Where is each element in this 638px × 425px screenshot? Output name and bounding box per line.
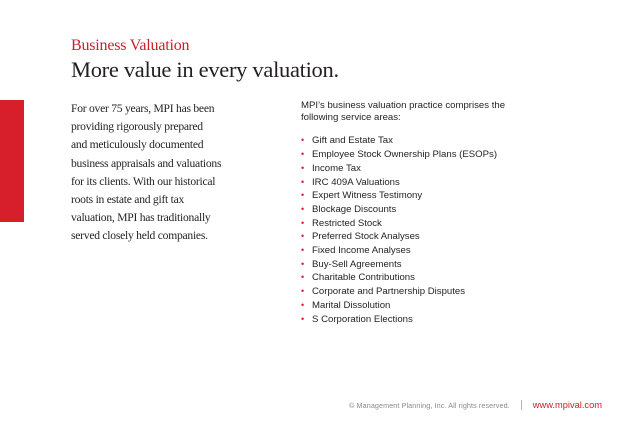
service-item <box>301 203 601 217</box>
intro-line: for its clients. With our historical <box>71 174 216 188</box>
bullet-icon: • <box>301 272 305 283</box>
service-item <box>301 244 601 258</box>
service-label: Buy-Sell Agreements <box>312 258 402 270</box>
service-label: Expert Witness Testimony <box>312 190 423 202</box>
service-label: Gift and Estate Tax <box>312 135 393 147</box>
service-item <box>301 148 601 162</box>
service-label: IRC 409A Valuations <box>312 176 400 188</box>
website-link[interactable]: www.mpival.com <box>532 400 602 410</box>
service-item <box>301 189 601 203</box>
service-label: Fixed Income Analyses <box>312 245 411 257</box>
service-label: Restricted Stock <box>312 217 382 229</box>
section-eyebrow: Business Valuation <box>71 37 190 54</box>
service-label: Income Tax <box>312 162 361 174</box>
bullet-icon: • <box>301 231 305 242</box>
service-item <box>301 217 601 231</box>
bullet-icon: • <box>301 245 305 256</box>
bullet-icon: • <box>301 258 305 269</box>
service-label: S Corporation Elections <box>312 313 413 325</box>
service-label: Charitable Contributions <box>312 272 415 284</box>
service-label: Employee Stock Ownership Plans (ESOPs) <box>312 149 498 161</box>
bullet-icon: • <box>301 286 305 297</box>
page-header <box>71 36 339 83</box>
service-item <box>301 134 601 148</box>
services-lead-line: following service areas: <box>301 112 401 124</box>
services-lead <box>301 100 601 124</box>
bullet-icon: • <box>301 149 305 160</box>
page-title: More value in every valuation. <box>71 57 339 82</box>
service-item <box>301 271 601 285</box>
service-item <box>301 230 601 244</box>
service-item <box>301 258 601 272</box>
bullet-icon: • <box>301 313 305 324</box>
service-item <box>301 299 601 313</box>
bullet-icon: • <box>301 162 305 173</box>
copyright-notice: © Management Planning, Inc. All rights reserved. <box>349 400 510 410</box>
bullet-icon: • <box>301 135 305 146</box>
service-label: Preferred Stock Analyses <box>312 231 420 243</box>
accent-bar <box>0 100 24 222</box>
intro-line: business appraisals and valuations <box>71 156 222 170</box>
bullet-icon: • <box>301 176 305 187</box>
service-item <box>301 285 601 299</box>
bullet-icon: • <box>301 299 305 310</box>
intro-line: providing rigorously prepared <box>71 120 203 134</box>
service-item <box>301 176 601 190</box>
service-item <box>301 313 601 327</box>
service-list <box>301 134 601 326</box>
bullet-icon: • <box>301 190 305 201</box>
intro-paragraph <box>71 100 271 246</box>
service-label: Marital Dissolution <box>312 299 391 311</box>
page-footer <box>339 399 602 411</box>
intro-line: valuation, MPI has traditionally <box>71 211 211 225</box>
bullet-icon: • <box>301 203 305 214</box>
intro-line: For over 75 years, MPI has been <box>71 102 215 115</box>
services-section <box>301 100 601 326</box>
service-label: Blockage Discounts <box>312 203 397 215</box>
services-lead-line: MPI’s business valuation practice comprises the <box>301 100 506 111</box>
bullet-icon: • <box>301 217 305 228</box>
service-label: Corporate and Partnership Disputes <box>312 286 466 298</box>
intro-line: served closely held companies. <box>71 229 208 243</box>
intro-line: roots in estate and gift tax <box>71 193 185 207</box>
service-item <box>301 162 601 176</box>
intro-line: and meticulously documented <box>71 138 204 152</box>
footer-divider <box>521 400 522 410</box>
